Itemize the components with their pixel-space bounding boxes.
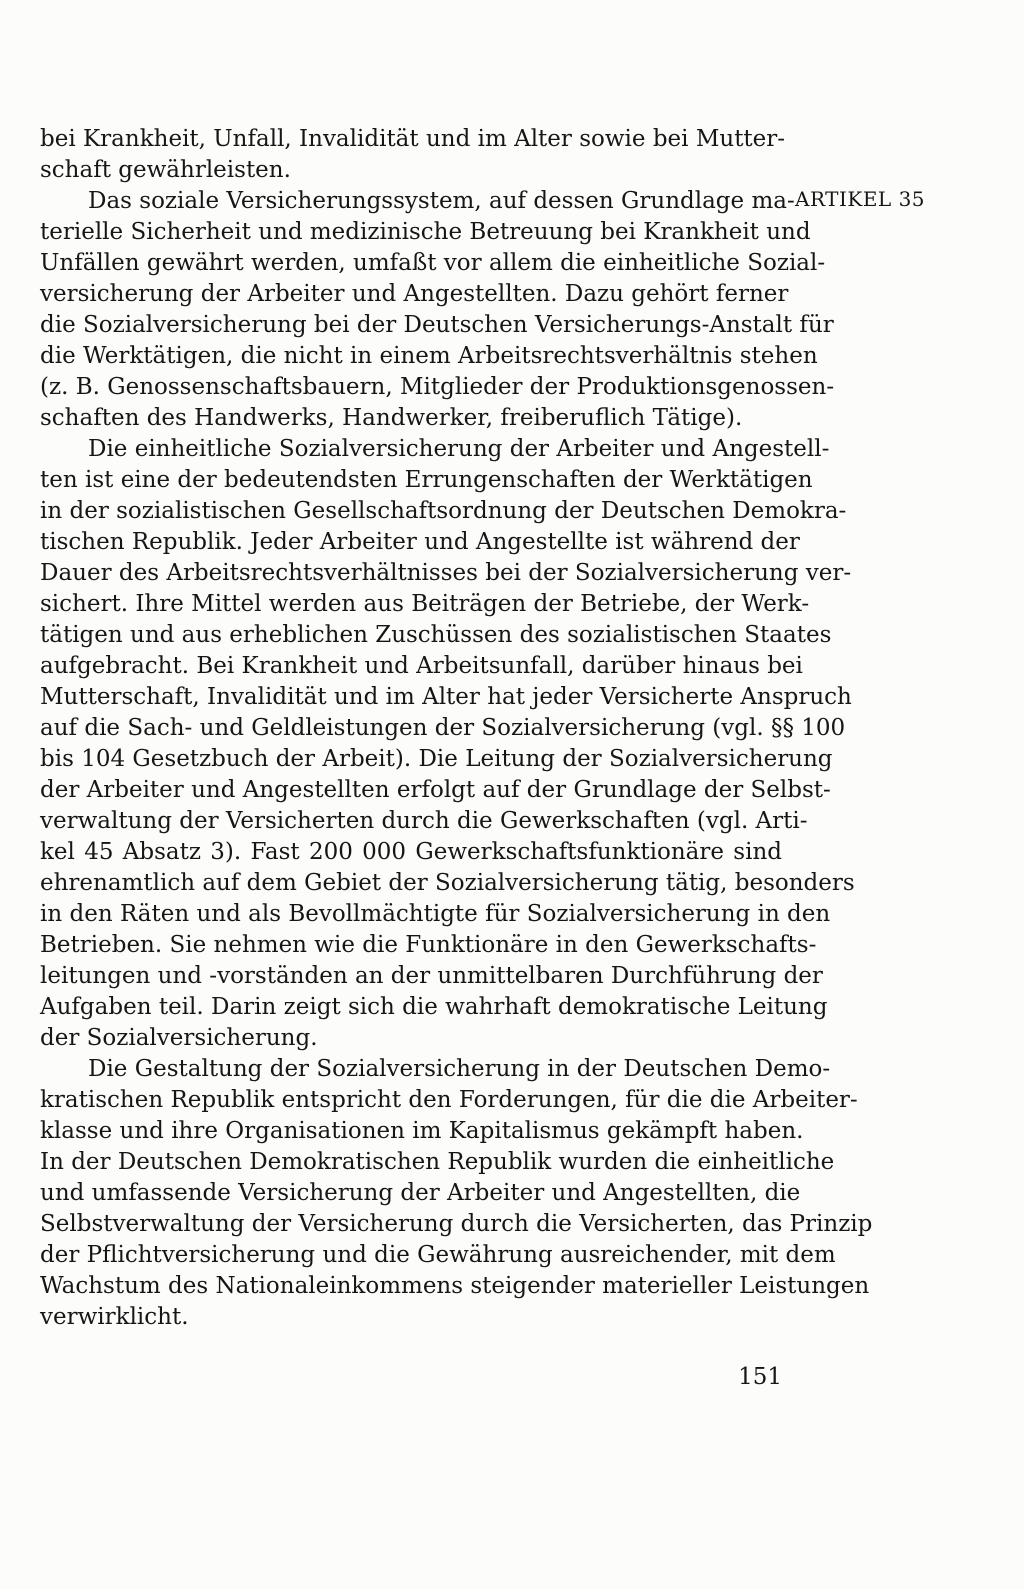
text-line: ten ist eine der bedeutendsten Errungenschaften der Werktätigen: [40, 467, 813, 493]
text-line: leitungen und -vorständen an der unmittelbaren Durchführung der: [40, 963, 823, 989]
text-line: verwirklicht.: [40, 1304, 189, 1330]
text-line: Aufgaben teil. Darin zeigt sich die wahrhaft demokratische Leitung: [40, 994, 828, 1020]
text-line: schaft gewährleisten.: [40, 157, 291, 183]
text-line: bei Krankheit, Unfall, Invalidität und im Alter sowie bei Mutter-: [40, 126, 786, 152]
text-line: kel 45 Absatz 3). Fast 200 000 Gewerkschaftsfunktionäre sind: [40, 839, 782, 865]
text-line: die Sozialversicherung bei der Deutschen Versicherungs-Anstalt für: [40, 312, 834, 338]
text-line: aufgebracht. Bei Krankheit und Arbeitsunfall, darüber hinaus bei: [40, 653, 803, 679]
paragraph-2: [40, 186, 835, 434]
margin-note-article: ARTIKEL 35: [795, 187, 926, 211]
text-line: und umfassende Versicherung der Arbeiter und Angestellten, die: [40, 1180, 801, 1206]
text-line: klasse und ihre Organisationen im Kapitalismus gekämpft haben.: [40, 1118, 804, 1144]
text-line: versicherung der Arbeiter und Angestellten. Dazu gehört ferner: [40, 281, 789, 307]
text-line: Mutterschaft, Invalidität und im Alter hat jeder Versicherte Anspruch: [40, 684, 852, 710]
paragraph-1: [40, 124, 786, 186]
text-line: in den Räten und als Bevollmächtigte für Sozialversicherung in den: [40, 901, 831, 927]
text-line: ehrenamtlich auf dem Gebiet der Sozialversicherung tätig, besonders: [40, 870, 855, 896]
text-line: schaften des Handwerks, Handwerker, freiberuflich Tätige).: [40, 405, 743, 431]
text-line: In der Deutschen Demokratischen Republik wurden die einheitliche: [40, 1149, 835, 1175]
text-line: die Werktätigen, die nicht in einem Arbeitsrechtsverhältnis stehen: [40, 343, 818, 369]
text-line: auf die Sach- und Geldleistungen der Sozialversicherung (vgl. §§ 100: [40, 715, 846, 741]
text-line: tischen Republik. Jeder Arbeiter und Angestellte ist während der: [40, 529, 800, 555]
text-line: Unfällen gewährt werden, umfaßt vor allem die einheitliche Sozial-: [40, 250, 826, 276]
paragraph-4: [40, 1054, 873, 1333]
text-line: der Pflichtversicherung und die Gewährung ausreichender, mit dem: [40, 1242, 836, 1268]
text-line: Das soziale Versicherungssystem, auf dessen Grundlage ma-: [88, 188, 795, 214]
paragraph-3: [40, 434, 855, 1054]
text-line: tätigen und aus erheblichen Zuschüssen des sozialistischen Staates: [40, 622, 832, 648]
text-line: Selbstverwaltung der Versicherung durch die Versicherten, das Prinzip: [40, 1211, 873, 1237]
text-line: der Arbeiter und Angestellten erfolgt auf der Grundlage der Selbst-: [40, 777, 831, 803]
text-line: bis 104 Gesetzbuch der Arbeit). Die Leitung der Sozialversicherung: [40, 746, 833, 772]
page-number: 151: [738, 1364, 782, 1390]
text-line: Die einheitliche Sozialversicherung der Arbeiter und Angestell-: [88, 436, 830, 462]
text-line: der Sozialversicherung.: [40, 1025, 318, 1051]
text-line: in der sozialistischen Gesellschaftsordnung der Deutschen Demokra-: [40, 498, 847, 524]
text-line: (z. B. Genossenschaftsbauern, Mitglieder der Produktionsgenossen-: [40, 374, 835, 400]
text-line: verwaltung der Versicherten durch die Gewerkschaften (vgl. Arti-: [40, 808, 808, 834]
text-line: Betrieben. Sie nehmen wie die Funktionäre in den Gewerkschafts-: [40, 932, 817, 958]
text-line: sichert. Ihre Mittel werden aus Beiträgen der Betriebe, der Werk-: [40, 591, 810, 617]
text-line: terielle Sicherheit und medizinische Betreuung bei Krankheit und: [40, 219, 811, 245]
text-line: Dauer des Arbeitsrechtsverhältnisses bei der Sozialversicherung ver-: [40, 560, 852, 586]
text-line: Wachstum des Nationaleinkommens steigender materieller Leistungen: [40, 1273, 870, 1299]
text-line: kratischen Republik entspricht den Forderungen, für die die Arbeiter-: [40, 1087, 858, 1113]
text-line: Die Gestaltung der Sozialversicherung in der Deutschen Demo-: [88, 1056, 831, 1082]
